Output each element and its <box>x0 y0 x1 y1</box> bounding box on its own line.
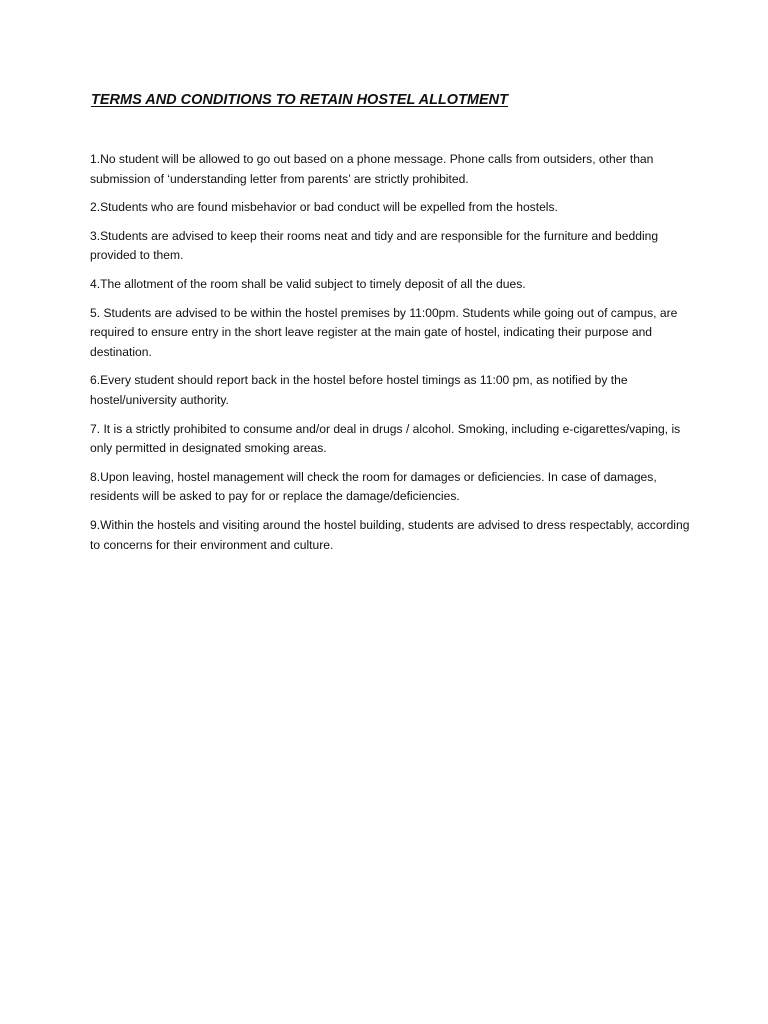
term-item-2: 2.Students who are found misbehavior or bad conduct will be expelled from the hostels. <box>90 200 558 215</box>
term-item-7: 7. It is a strictly prohibited to consume and/or deal in drugs / alcohol. Smoking, including e-cigarettes/vaping, is only permitted in designated smoking areas. <box>90 421 681 456</box>
document-title: TERMS AND CONDITIONS TO RETAIN HOSTEL ALLOTMENT <box>91 92 509 108</box>
term-item-9: 9.Within the hostels and visiting around the hostel building, students are advised to dress respectably, according to concerns for their environment and culture. <box>90 518 690 552</box>
term-item-8: 8.Upon leaving, hostel management will check the room for damages or deficiencies. In case of damages, residents will be asked to pay for or replace the damage/deficiencies. <box>90 469 657 504</box>
term-item-3: 3.Students are advised to keep their rooms neat and tidy and are responsible for the furniture and bedding provided to them. <box>90 228 659 263</box>
term-item-5: 5. Students are advised to be within the hostel premises by 11:00pm. Students while going out of campus, are required to ensure entry in the short leave register at the main gate of hostel, indicating their purpose and destination. <box>90 305 678 359</box>
terms-list <box>90 150 690 564</box>
term-item-1: 1.No student will be allowed to go out based on a phone message. Phone calls from outsiders, other than submission of ‘understanding letter from parents’ are strictly prohibited. <box>90 152 654 186</box>
term-item-6: 6.Every student should report back in the hostel before hostel timings as 11:00 pm, as notified by the hostel/university authority. <box>90 373 628 407</box>
term-item-4: 4.The allotment of the room shall be valid subject to timely deposit of all the dues. <box>90 277 526 292</box>
